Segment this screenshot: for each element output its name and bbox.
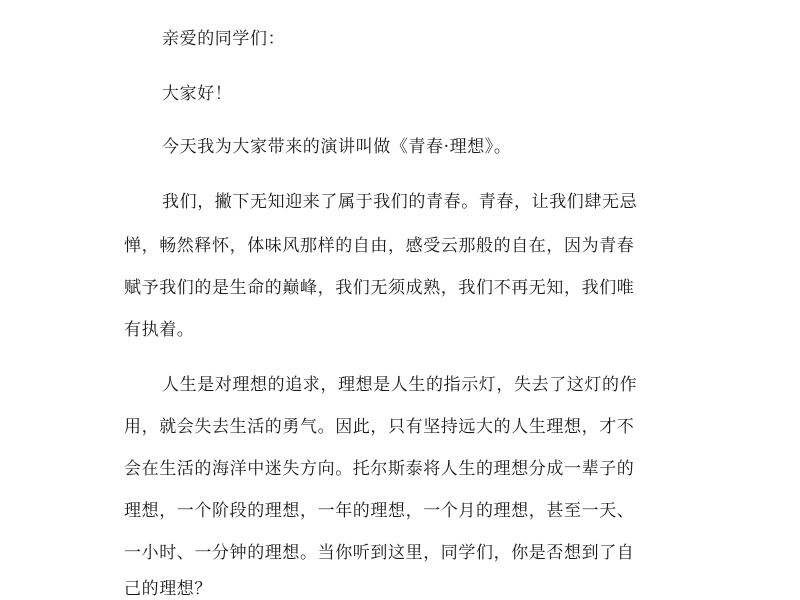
salutation: 亲爱的同学们： bbox=[162, 29, 286, 49]
greeting: 大家好！ bbox=[162, 84, 233, 104]
paragraph-2-line: 己的理想？ bbox=[124, 579, 212, 599]
paragraph-2-line: 用，就会失去生活的勇气。因此，只有坚持远大的人生理想，才不 bbox=[124, 417, 635, 437]
paragraph-1-line: 赋予我们的是生命的巅峰，我们无须成熟，我们不再无知，我们唯 bbox=[124, 278, 635, 298]
paragraph-1-line: 惮，畅然释怀，体味风那样的自由，感受云那般的自在，因为青春 bbox=[124, 236, 635, 256]
paragraph-1-line: 我们，撇下无知迎来了属于我们的青春。青春，让我们肆无忌 bbox=[162, 192, 638, 212]
paragraph-2-line: 一小时、一分钟的理想。当你听到这里，同学们，你是否想到了自 bbox=[124, 543, 635, 563]
paragraph-2-line: 人生是对理想的追求，理想是人生的指示灯，失去了这灯的作 bbox=[162, 375, 638, 395]
paragraph-2-line: 理想，一个阶段的理想，一年的理想，一个月的理想，甚至一天、 bbox=[124, 501, 635, 521]
paragraph-1-line: 有执着。 bbox=[124, 320, 195, 340]
paragraph-2-line: 会在生活的海洋中迷失方向。托尔斯泰将人生的理想分成一辈子的 bbox=[124, 459, 635, 479]
intro-line: 今天我为大家带来的演讲叫做《青春·理想》。 bbox=[162, 137, 512, 157]
